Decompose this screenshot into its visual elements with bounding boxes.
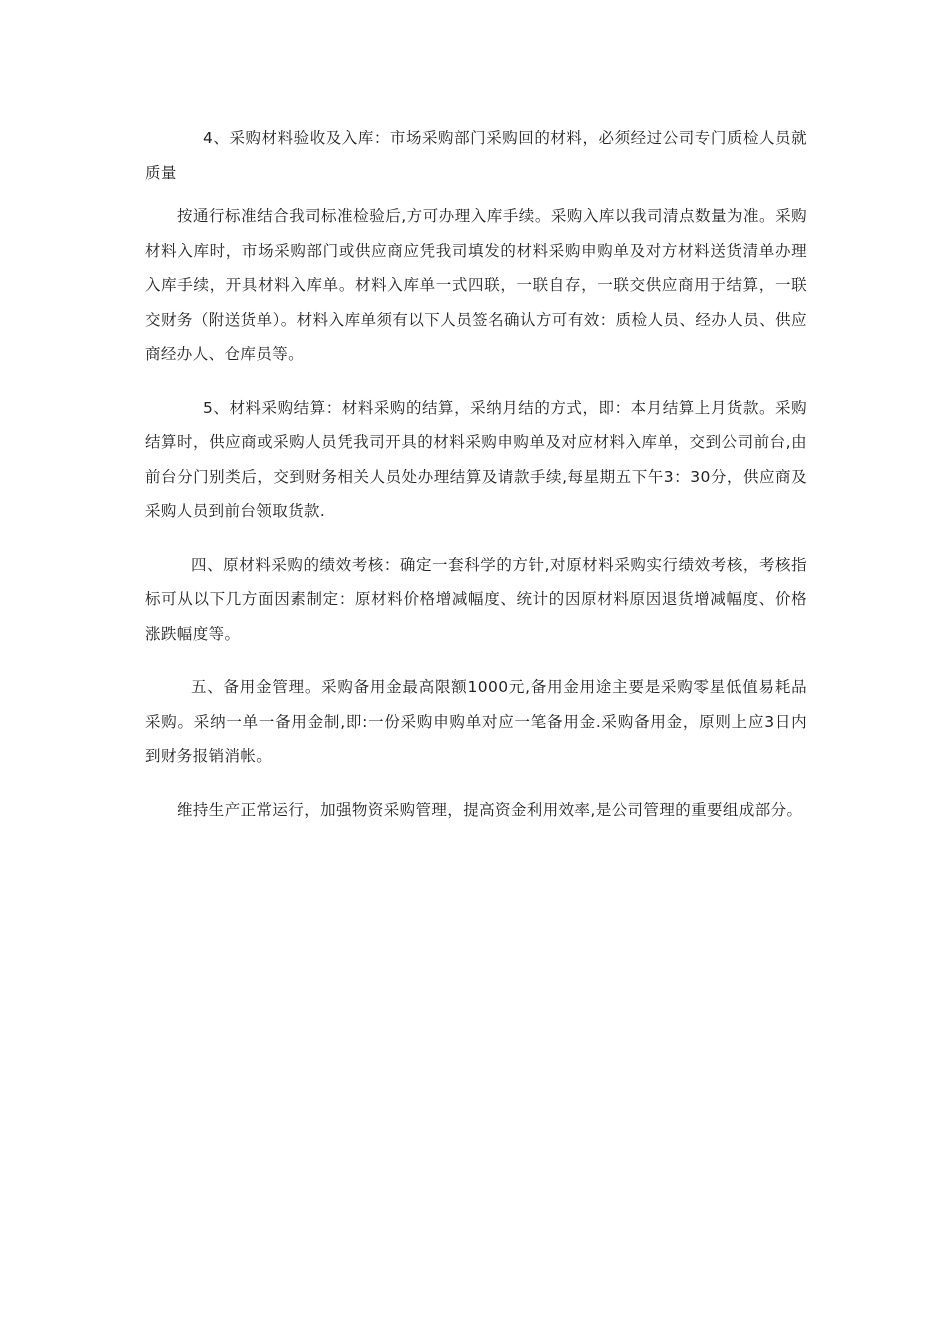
paragraph-conclusion: 维持生产正常运行，加强物资采购管理，提高资金利用效率,是公司管理的重要组成部分。 [177,800,803,819]
paragraph-warehousing-procedure: 按通行标准结合我司标准检验后,方可办理入库手续。采购入库以我司清点数量为准。采购材料入库时，市场采购部门或供应商应凭我司填发的材料采购申购单及对方材料送货清单办理入库手续，开具材料入库单。材料入库单一式四联，一联自存，一联交供应商用于结算，一联交财务（附送货单）。材料入库单须有以下人员签名确认方可有效：质检人员、经办人员、供应商经办人、仓库员等。 [145,207,807,363]
paragraph-acceptance-heading: 4、采购材料验收及入库：市场采购部门采购回的材料，必须经过公司专门质检人员就质量 [145,129,807,182]
paragraph-settlement: 5、材料采购结算：材料采购的结算，采纳月结的方式，即：本月结算上月货款。采购结算时，供应商或采购人员凭我司开具的材料采购申购单及对应材料入库单，交到公司前台,由前台分门别类后，交到财务相关人员处办理结算及请款手续,每星期五下午3：30分，供应商及采购人员到前台领取货款. [145,398,807,520]
document-body [145,121,807,842]
paragraph-petty-cash: 五、备用金管理。采购备用金最高限额1000元,备用金用途主要是采购零星低值易耗品采购。采纳一单一备用金制,即:一份采购申购单对应一笔备用金.采购备用金，原则上应3日内到财务报销消帐。 [145,678,807,765]
paragraph-performance-review: 四、原材料采购的绩效考核：确定一套科学的方针,对原材料采购实行绩效考核，考核指标可从以下几方面因素制定：原材料价格增减幅度、统计的因原材料原因退货增减幅度、价格涨跌幅度等。 [145,555,807,643]
